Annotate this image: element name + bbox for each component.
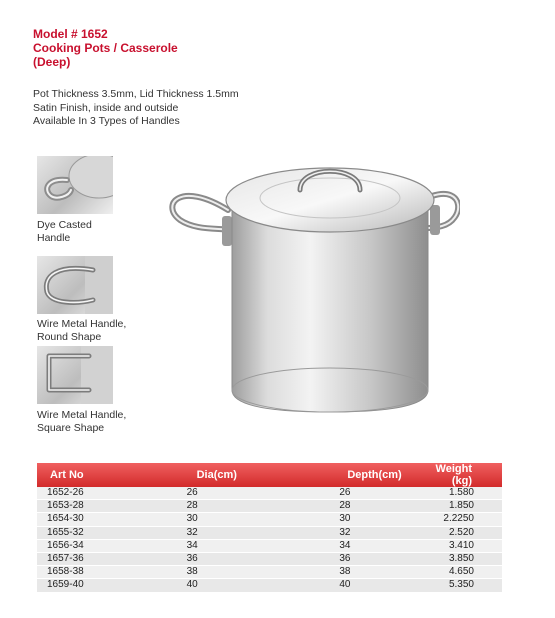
table-row: [37, 579, 502, 592]
square-wire-handle-image: [37, 346, 113, 404]
header-dia: Dia(cm): [117, 463, 280, 487]
cell-art-no: 1658-38: [37, 566, 117, 579]
dye-casted-handle-image: [37, 156, 113, 214]
size-table: [37, 463, 502, 593]
cell-weight: 1.580: [436, 487, 502, 500]
square-wire-handle-caption: Wire Metal Handle, Square Shape: [37, 409, 127, 434]
table-row: [37, 487, 502, 500]
cell-dia: 34: [117, 539, 280, 552]
cell-depth: 30: [279, 513, 435, 526]
spec-finish: Satin Finish, inside and outside: [33, 101, 179, 114]
cell-dia: 36: [117, 552, 280, 565]
table-row: [37, 566, 502, 579]
cooking-pot-image: [160, 150, 460, 430]
cell-art-no: 1654-30: [37, 513, 117, 526]
cell-art-no: 1653-28: [37, 500, 117, 513]
cell-depth: 36: [279, 552, 435, 565]
cell-dia: 30: [117, 513, 280, 526]
cell-art-no: 1655-32: [37, 526, 117, 539]
spec-handles: Available In 3 Types of Handles: [33, 115, 180, 127]
cell-dia: 28: [117, 500, 280, 513]
cell-weight: 5.350: [436, 579, 502, 592]
model-number: Model # 1652: [33, 27, 108, 41]
cell-dia: 40: [117, 579, 280, 592]
cell-art-no: 1657-36: [37, 552, 117, 565]
round-wire-handle-image: [37, 256, 113, 314]
cell-depth: 32: [279, 526, 435, 539]
cell-dia: 38: [117, 566, 280, 579]
cell-depth: 26: [279, 487, 435, 500]
cell-art-no: 1656-34: [37, 539, 117, 552]
header-art-no: Art No: [37, 463, 117, 487]
table-row: [37, 526, 502, 539]
cell-weight: 3.410: [436, 539, 502, 552]
header-depth: Depth(cm): [279, 463, 435, 487]
spec-list: [33, 88, 239, 129]
cell-dia: 32: [117, 526, 280, 539]
table-row: [37, 513, 502, 526]
cell-depth: 28: [279, 500, 435, 513]
round-wire-handle-caption: Wire Metal Handle, Round Shape: [37, 318, 127, 343]
cell-weight: 1.850: [436, 500, 502, 513]
header-weight: Weight (kg): [436, 463, 502, 487]
cell-depth: 40: [279, 579, 435, 592]
cell-dia: 26: [117, 487, 280, 500]
cell-weight: 2.2250: [436, 513, 502, 526]
cell-weight: 3.850: [436, 552, 502, 565]
product-variant: (Deep): [33, 55, 71, 69]
dye-casted-handle-caption: Dye Casted Handle: [37, 219, 92, 244]
product-name: Cooking Pots / Casserole: [33, 41, 178, 55]
table-row: [37, 539, 502, 552]
product-title: [33, 27, 178, 69]
cell-weight: 4.650: [436, 566, 502, 579]
cell-art-no: 1659-40: [37, 579, 117, 592]
cell-depth: 34: [279, 539, 435, 552]
table-row: [37, 500, 502, 513]
cell-depth: 38: [279, 566, 435, 579]
cell-art-no: 1652-26: [37, 487, 117, 500]
table-header-row: [37, 463, 502, 487]
spec-thickness: Pot Thickness 3.5mm, Lid Thickness 1.5mm: [33, 88, 239, 100]
table-row: [37, 552, 502, 565]
cell-weight: 2.520: [436, 526, 502, 539]
